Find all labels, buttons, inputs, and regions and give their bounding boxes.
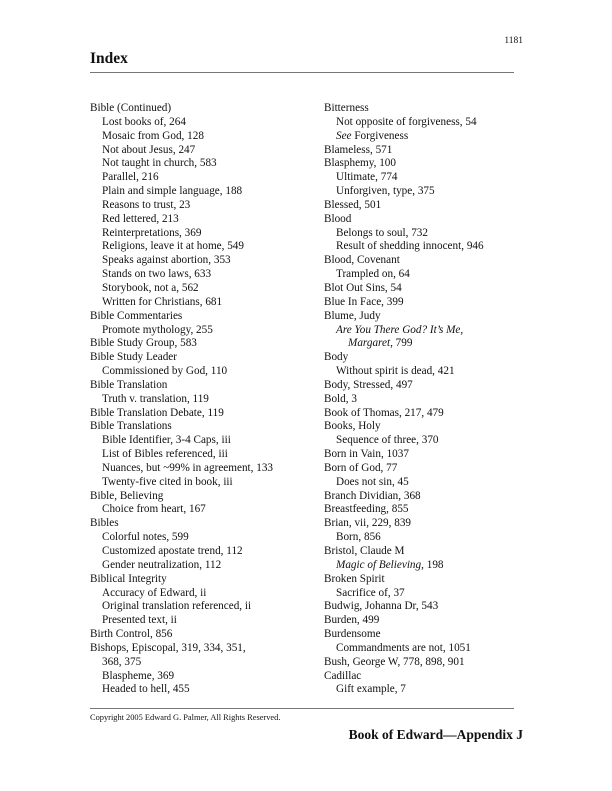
index-subentry xyxy=(324,531,524,545)
index-text: Commandments are not, 1051 xyxy=(336,641,471,654)
index-text: Blaspheme, 369 xyxy=(102,669,175,682)
index-text: Birth Control, 856 xyxy=(90,628,173,641)
index-heading xyxy=(324,670,524,684)
index-text: Books, Holy xyxy=(324,420,381,433)
index-heading xyxy=(90,573,305,587)
index-heading xyxy=(324,296,524,310)
index-subentry xyxy=(324,683,524,697)
index-heading xyxy=(324,102,524,116)
index-heading xyxy=(324,254,524,268)
index-text: Headed to hell, 455 xyxy=(102,683,190,696)
index-subentry xyxy=(90,545,305,559)
index-subentry xyxy=(90,227,305,241)
index-subentry xyxy=(324,642,524,656)
index-text: Breastfeeding, 855 xyxy=(324,503,409,516)
index-text: Forgiveness xyxy=(351,129,409,142)
index-text: Bible (Continued) xyxy=(90,102,172,114)
index-heading xyxy=(324,573,524,587)
index-heading xyxy=(90,642,305,656)
index-text: Body, Stressed, 497 xyxy=(324,378,413,391)
index-text: Branch Dividian, 368 xyxy=(324,489,421,502)
index-heading xyxy=(90,517,305,531)
index-heading xyxy=(324,199,524,213)
index-text: List of Bibles referenced, iii xyxy=(102,448,228,461)
index-text: Does not sin, 45 xyxy=(336,475,409,488)
index-subentry xyxy=(90,213,305,227)
index-text: Ultimate, 774 xyxy=(336,171,398,184)
index-subentry xyxy=(324,268,524,282)
index-text: Sequence of three, 370 xyxy=(336,434,439,447)
index-subentry xyxy=(90,476,305,490)
index-heading xyxy=(324,144,524,158)
index-subentry xyxy=(90,670,305,684)
index-heading xyxy=(324,517,524,531)
index-text: Sacrifice of, 37 xyxy=(336,586,405,599)
index-heading xyxy=(90,351,305,365)
book-title-footer: Book of Edward—Appendix J xyxy=(348,727,523,742)
index-text: Body xyxy=(324,351,349,364)
index-heading xyxy=(90,628,305,642)
index-subentry xyxy=(324,559,524,573)
index-text: Budwig, Johanna Dr, 543 xyxy=(324,600,439,613)
index-subentry xyxy=(90,296,305,310)
index-text: See xyxy=(336,129,352,142)
index-subentry xyxy=(90,600,305,614)
index-subentry xyxy=(90,171,305,185)
index-column-left xyxy=(90,102,305,697)
index-text: Result of shedding innocent, 946 xyxy=(336,240,484,253)
index-text: Not about Jesus, 247 xyxy=(102,143,196,156)
index-text: Bible Translation Debate, 119 xyxy=(90,406,224,419)
index-text: Twenty-five cited in book, iii xyxy=(102,475,233,488)
index-text: Reinterpretations, 369 xyxy=(102,226,202,239)
index-text: Plain and simple language, 188 xyxy=(102,185,243,198)
index-text: Blot Out Sins, 54 xyxy=(324,281,402,294)
index-text: Burden, 499 xyxy=(324,614,380,627)
index-heading xyxy=(324,282,524,296)
index-text: Bible Translation xyxy=(90,378,168,391)
index-subentry xyxy=(90,282,305,296)
index-text: Bible Study Group, 583 xyxy=(90,337,197,350)
index-text: Reasons to trust, 23 xyxy=(102,198,191,211)
index-text: Not taught in church, 583 xyxy=(102,157,217,170)
index-text: Cadillac xyxy=(324,669,362,682)
index-subentry xyxy=(90,587,305,601)
index-heading xyxy=(324,407,524,421)
index-heading xyxy=(324,213,524,227)
index-heading xyxy=(324,351,524,365)
index-subentry xyxy=(324,337,524,351)
index-heading xyxy=(90,102,305,116)
index-heading xyxy=(324,545,524,559)
index-text: Blood xyxy=(324,212,352,225)
index-subentry xyxy=(324,587,524,601)
index-subentry xyxy=(90,559,305,573)
index-text: Blue In Face, 399 xyxy=(324,295,404,308)
index-text: Magic of Believing xyxy=(336,558,422,571)
index-subentry xyxy=(324,130,524,144)
index-text: Parallel, 216 xyxy=(102,171,159,184)
index-subentry xyxy=(324,240,524,254)
index-text: Broken Spirit xyxy=(324,572,385,585)
index-text: Bitterness xyxy=(324,102,369,114)
index-text: Biblical Integrity xyxy=(90,572,167,585)
footer-rule xyxy=(90,708,514,709)
index-text: Stands on two laws, 633 xyxy=(102,268,212,281)
index-subentry xyxy=(324,116,524,130)
index-column-right xyxy=(324,102,524,697)
index-text: Red lettered, 213 xyxy=(102,212,179,225)
index-text: Born in Vain, 1037 xyxy=(324,448,409,461)
index-subentry xyxy=(90,531,305,545)
index-subentry xyxy=(90,157,305,171)
copyright-notice: Copyright 2005 Edward G. Palmer, All Rights Reserved. xyxy=(90,713,281,722)
index-text: Born, 856 xyxy=(336,531,381,544)
index-text: Blessed, 501 xyxy=(324,198,382,211)
index-heading xyxy=(324,490,524,504)
index-heading xyxy=(324,379,524,393)
index-subentry xyxy=(90,614,305,628)
index-subentry xyxy=(324,476,524,490)
index-heading xyxy=(324,462,524,476)
index-text: 368, 375 xyxy=(102,655,142,668)
index-heading xyxy=(324,420,524,434)
index-heading xyxy=(324,310,524,324)
index-heading xyxy=(90,407,305,421)
index-heading xyxy=(324,614,524,628)
index-subentry xyxy=(90,393,305,407)
index-text: Blasphemy, 100 xyxy=(324,157,396,170)
index-heading xyxy=(324,503,524,517)
index-text: Written for Christians, 681 xyxy=(102,295,223,308)
index-subentry xyxy=(324,365,524,379)
index-text: Bibles xyxy=(90,517,119,530)
index-heading xyxy=(324,448,524,462)
page-number: 1181 xyxy=(504,36,523,46)
index-text: Trampled on, 64 xyxy=(336,268,410,281)
index-heading xyxy=(324,628,524,642)
index-text: Bible, Believing xyxy=(90,489,164,502)
index-subentry xyxy=(90,683,305,697)
index-text: Bristol, Claude M xyxy=(324,545,405,557)
index-text: Customized apostate trend, 112 xyxy=(102,545,243,557)
index-text: Brian, vii, 229, 839 xyxy=(324,517,412,530)
index-text: Lost books of, 264 xyxy=(102,115,186,128)
page-title: Index xyxy=(90,50,128,67)
index-subentry xyxy=(324,324,524,338)
index-subentry xyxy=(324,185,524,199)
index-text: Speaks against abortion, 353 xyxy=(102,254,231,267)
header-rule xyxy=(90,72,514,73)
index-text: Are You There God? It’s Me, xyxy=(336,323,464,336)
index-text: Presented text, ii xyxy=(102,614,177,627)
index-text: Nuances, but ~99% in agreement, 133 xyxy=(102,461,274,474)
index-text: Gift example, 7 xyxy=(336,683,406,696)
index-text: Not opposite of forgiveness, 54 xyxy=(336,115,477,128)
index-subentry xyxy=(324,434,524,448)
index-heading xyxy=(324,393,524,407)
index-subentry xyxy=(90,365,305,379)
index-heading xyxy=(90,310,305,324)
index-subentry xyxy=(90,130,305,144)
index-heading xyxy=(90,490,305,504)
index-subentry xyxy=(90,254,305,268)
index-subentry xyxy=(90,434,305,448)
index-text: Unforgiven, type, 375 xyxy=(336,185,435,198)
index-subentry xyxy=(90,448,305,462)
index-text: , 799 xyxy=(390,337,413,350)
index-subentry xyxy=(90,199,305,213)
index-text: Bold, 3 xyxy=(324,392,357,405)
index-text: Gender neutralization, 112 xyxy=(102,558,222,571)
index-subentry xyxy=(90,185,305,199)
index-subentry xyxy=(90,324,305,338)
index-text: Colorful notes, 599 xyxy=(102,531,189,544)
index-text: Book of Thomas, 217, 479 xyxy=(324,406,444,419)
index-subentry xyxy=(90,268,305,282)
index-heading xyxy=(324,656,524,670)
index-text: Mosaic from God, 128 xyxy=(102,129,204,142)
index-text: Blameless, 571 xyxy=(324,143,393,156)
index-heading xyxy=(324,600,524,614)
index-text: Bible Study Leader xyxy=(90,351,177,364)
index-subentry xyxy=(90,116,305,130)
index-subentry xyxy=(324,227,524,241)
index-text: Commissioned by God, 110 xyxy=(102,365,228,378)
index-text: Bush, George W, 778, 898, 901 xyxy=(324,655,465,668)
index-text: Burdensome xyxy=(324,628,381,641)
index-text: Bible Commentaries xyxy=(90,309,183,322)
index-text: Promote mythology, 255 xyxy=(102,323,213,336)
index-heading xyxy=(324,157,524,171)
index-text: Bible Identifier, 3-4 Caps, iii xyxy=(102,434,231,447)
index-text: Born of God, 77 xyxy=(324,461,398,474)
index-heading xyxy=(90,337,305,351)
index-subentry xyxy=(90,656,305,670)
index-text: Religions, leave it at home, 549 xyxy=(102,240,244,253)
index-subentry xyxy=(90,144,305,158)
index-text: , 198 xyxy=(421,558,444,571)
index-text: Without spirit is dead, 421 xyxy=(336,365,455,378)
index-text: Storybook, not a, 562 xyxy=(102,281,199,294)
index-text: Blood, Covenant xyxy=(324,254,400,267)
index-text: Belongs to soul, 732 xyxy=(336,226,428,239)
index-text: Truth v. translation, 119 xyxy=(102,392,209,405)
index-text: Blume, Judy xyxy=(324,309,381,322)
index-text: Accuracy of Edward, ii xyxy=(102,586,207,599)
index-heading xyxy=(90,420,305,434)
index-subentry xyxy=(90,462,305,476)
index-text: Original translation referenced, ii xyxy=(102,600,252,613)
index-text: Margaret xyxy=(348,337,391,350)
index-text: Bible Translations xyxy=(90,420,172,433)
index-subentry xyxy=(90,503,305,517)
index-text: Choice from heart, 167 xyxy=(102,503,206,516)
index-text: Bishops, Episcopal, 319, 334, 351, xyxy=(90,641,246,654)
index-subentry xyxy=(324,171,524,185)
index-heading xyxy=(90,379,305,393)
index-subentry xyxy=(90,240,305,254)
